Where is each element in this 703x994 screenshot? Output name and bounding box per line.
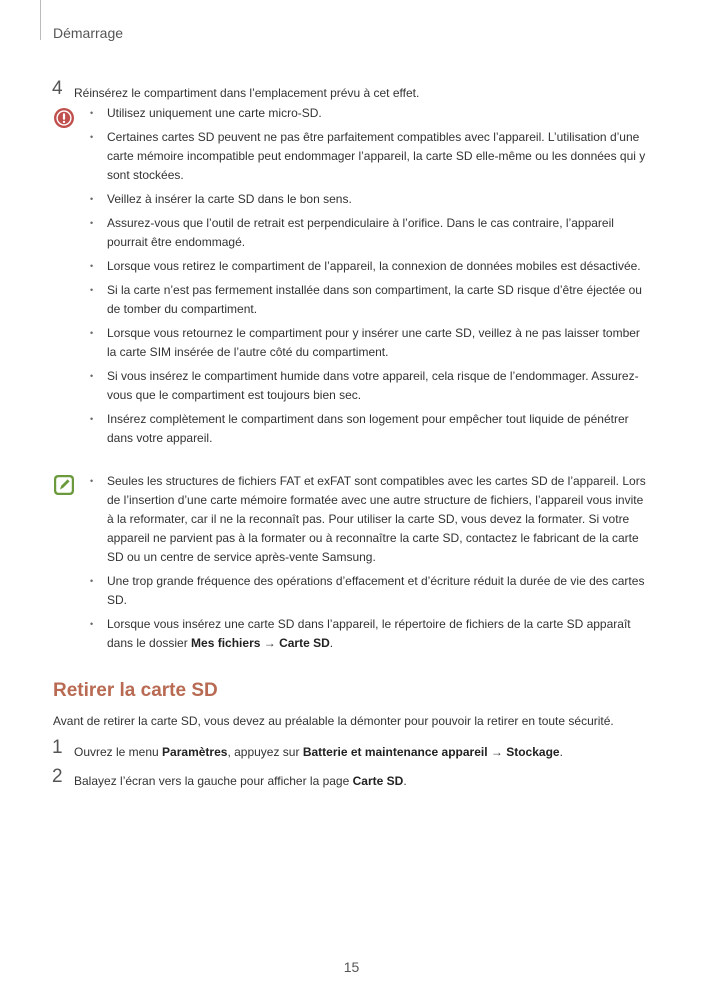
step-number: 1 <box>52 737 63 758</box>
caution-item: • Assurez-vous que l’outil de retrait est perpendiculaire à l’orifice. Dans le cas contraire, l’appareil pourrait être endommagé. <box>86 214 651 252</box>
page-edge-line <box>40 0 41 40</box>
note-item: • Une trop grande fréquence des opérations d’effacement et d’écriture réduit la durée de vie des cartes SD. <box>86 572 651 610</box>
step-text <box>74 744 563 760</box>
caution-item: • Lorsque vous retournez le compartiment pour y insérer une carte SD, veillez à ne pas laisser tomber la carte SIM insérée de l’autre côté du compartiment. <box>86 324 651 362</box>
menu-path-my-files: Mes fichiers <box>191 636 261 650</box>
caution-list <box>86 104 651 453</box>
caution-item: • Veillez à insérer la carte SD dans le bon sens. <box>86 190 651 209</box>
caution-item: • Utilisez uniquement une carte micro-SD. <box>86 104 651 123</box>
caution-item: • Lorsque vous retirez le compartiment de l’appareil, la connexion de données mobiles est désactivée. <box>86 257 651 276</box>
step-text-part: , appuyez sur <box>227 745 303 759</box>
step-text-part: Ouvrez le menu <box>74 745 163 759</box>
caution-item: • Insérez complètement le compartiment dans son logement pour empêcher tout liquide de pénétrer dans votre appareil. <box>86 410 651 448</box>
step-text <box>74 773 407 789</box>
caution-item: • Si vous insérez le compartiment humide dans votre appareil, cela risque de l’endommager. Assurez-vous que le compartiment est toujours bien sec. <box>86 367 651 405</box>
note-item <box>86 615 651 653</box>
page-sd-card: Carte SD <box>352 774 404 788</box>
punctuation: . <box>559 745 563 759</box>
section-header: Démarrage <box>53 25 124 41</box>
page-number: 15 <box>343 959 360 975</box>
note-list <box>86 472 651 658</box>
caution-item: • Certaines cartes SD peuvent ne pas être parfaitement compatibles avec l’appareil. L’utilisation d’une carte mémoire incompatible peut endommager l’appareil, la carte SD elle-même ou les données qui y sont stockées. <box>86 128 651 185</box>
step-text-part: Balayez l’écran vers la gauche pour afficher la page <box>74 774 353 788</box>
section-intro: Avant de retirer la carte SD, vous devez au préalable la démonter pour pouvoir la retirer en toute sécurité. <box>53 714 614 728</box>
arrow: → <box>487 745 507 759</box>
step-text: Réinsérez le compartiment dans l’emplacement prévu à cet effet. <box>74 86 420 100</box>
menu-battery-maintenance: Batterie et maintenance appareil <box>302 745 488 759</box>
note-item: • Seules les structures de fichiers FAT et exFAT sont compatibles avec les cartes SD de l’appareil. Lors de l’insertion d’une carte mémoire formatée avec une autre structure de fichiers, l’appareil vous invite à la reformater, car il ne la reconnaît pas. Pour utiliser la carte SD, vous devez la formater. Si votre appareil ne parvient pas à la formater ou à reconnaître la carte SD, contactez le fabricant de la carte SD ou un centre de service après-vente Samsung. <box>86 472 651 567</box>
note-icon <box>53 474 75 496</box>
step-number: 4 <box>52 78 63 99</box>
arrow: → <box>260 636 280 650</box>
menu-storage: Stockage <box>506 745 560 759</box>
step-number: 2 <box>52 766 63 787</box>
menu-path-sd-card: Carte SD <box>279 636 330 650</box>
caution-icon <box>53 107 75 129</box>
caution-item: • Si la carte n’est pas fermement installée dans son compartiment, la carte SD risque d’être éjectée ou de tomber du compartiment. <box>86 281 651 319</box>
section-title: Retirer la carte SD <box>53 680 218 701</box>
punctuation: . <box>403 774 407 788</box>
menu-settings: Paramètres <box>162 745 228 759</box>
punctuation: . <box>329 636 334 650</box>
note-item-text: Lorsque vous insérez une carte SD dans l’appareil, le répertoire de fichiers de la carte SD apparaît dans le dossier <box>107 617 631 650</box>
